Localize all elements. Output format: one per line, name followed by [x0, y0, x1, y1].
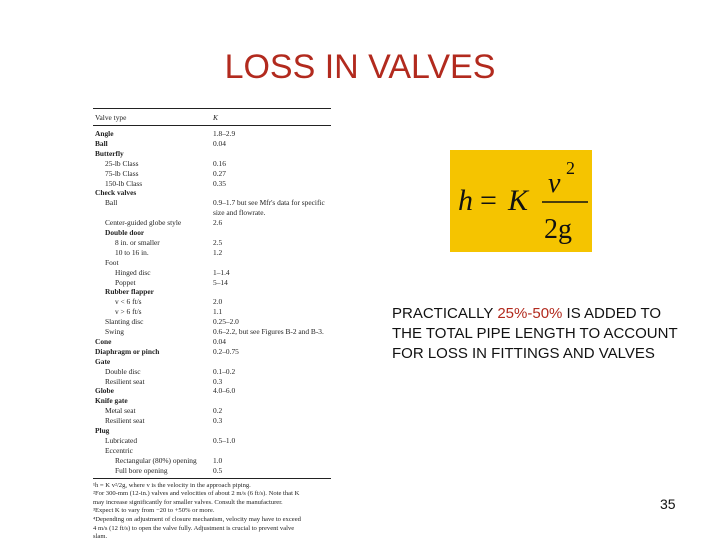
table-row	[93, 218, 335, 228]
valve-type-cell: Resilient seat	[105, 416, 145, 426]
k-value-cell: 0.35	[213, 178, 226, 188]
valve-type-cell: 10 to 16 in.	[115, 247, 149, 257]
table-header-row	[93, 113, 335, 123]
valve-type-cell: Angle	[95, 129, 114, 138]
valve-type-cell: Full bore opening	[115, 465, 168, 475]
table-row	[93, 159, 335, 169]
footnote: 4 m/s (12 ft/s) to open the valve fully. Adjustment is crucial to prevent valve	[93, 524, 295, 532]
valve-type-cell: Rubber flapper	[105, 287, 154, 297]
page-number: 35	[660, 496, 676, 512]
table-bottom-rule	[93, 478, 331, 479]
k-value-cell: 1.0	[213, 455, 223, 465]
valve-type-cell: Double door	[105, 228, 145, 237]
valve-type-cell: Ball	[105, 198, 118, 208]
k-value-cell: 2.5	[213, 237, 223, 247]
valve-type-cell: Swing	[105, 327, 124, 336]
head-loss-formula	[450, 150, 592, 252]
table-row	[93, 278, 335, 288]
table-top-rule	[93, 108, 331, 109]
k-value-cell: 2.0	[213, 297, 223, 307]
k-value-cell: 0.9–1.7 but see Mfr's data for specific	[213, 198, 325, 208]
k-value-cell: 0.16	[213, 158, 226, 168]
table-row	[93, 396, 335, 406]
valve-type-cell: Foot	[105, 257, 119, 267]
valve-type-cell: Center-guided globe style	[105, 218, 182, 228]
valve-k-table	[93, 108, 335, 540]
valve-type-cell: v < 6 ft/s	[115, 297, 142, 307]
k-value-cell: 1.8–2.9	[213, 129, 236, 138]
k-value-cell: 0.3	[213, 416, 223, 426]
valve-type-cell: Hinged disc	[115, 267, 151, 277]
table-row	[93, 198, 335, 208]
formula-k: K	[508, 184, 529, 217]
footnote: ⁴Depending on adjustment of closure mechanism, velocity may have to exceed	[93, 515, 301, 523]
k-value-cell: 0.04	[213, 336, 226, 346]
table-row	[93, 426, 335, 436]
table-row	[93, 258, 335, 268]
k-value-cell: 2.6	[213, 218, 223, 228]
header-valve-type: Valve type	[95, 113, 127, 122]
valve-type-cell: Metal seat	[105, 406, 136, 416]
k-value-cell: 0.5–1.0	[213, 435, 236, 445]
valve-type-cell: Diaphragm or pinch	[95, 346, 160, 356]
table-row	[93, 357, 335, 367]
table-row	[93, 129, 335, 139]
note-text-before: PRACTICALLY	[392, 305, 498, 322]
slide-title: LOSS IN VALVES	[224, 48, 496, 86]
footnote: ²For 300-mm (12-in.) valves and velocities of about 2 m/s (6 ft/s). Note that K	[93, 490, 300, 498]
valve-type-cell: Knife gate	[95, 396, 128, 406]
table-row	[93, 317, 335, 327]
table-row	[93, 386, 335, 396]
table-row	[93, 367, 335, 377]
table-row	[93, 228, 335, 238]
k-value-cell: 0.1–0.2	[213, 366, 236, 376]
valve-type-cell: Plug	[95, 426, 110, 435]
header-k: K	[213, 113, 218, 122]
k-value-cell: 0.2	[213, 406, 223, 416]
table-row	[93, 466, 335, 476]
footnote: slam.	[93, 533, 108, 540]
valve-type-cell: Gate	[95, 356, 111, 366]
formula-box	[450, 150, 592, 252]
note-text-after: IS ADDED TO THE TOTAL PIPE LENGTH TO ACCOUNT FOR LOSS IN FITTINGS AND VALVES	[392, 305, 678, 362]
formula-exponent: 2	[566, 158, 575, 178]
k-value-cell: 0.6–2.2, but see Figures B-2 and B-3.	[213, 327, 324, 336]
valve-type-cell: v > 6 ft/s	[115, 307, 142, 317]
footnote: may increase significantly for smaller valves. Consult the manufacturer.	[93, 498, 283, 506]
footnote: ¹h = K v²/2g, where v is the velocity in the approach piping.	[93, 481, 251, 489]
table-row	[93, 327, 335, 337]
note-highlight: 25%-50%	[497, 305, 563, 322]
table-row	[93, 287, 335, 297]
k-value-cell: 1.1	[213, 307, 223, 317]
valve-type-cell: 75-lb Class	[105, 168, 139, 178]
table-row	[93, 307, 335, 317]
formula-numerator-v: v	[548, 168, 561, 199]
formula-denominator: 2g	[544, 214, 572, 245]
valve-type-cell: 150-lb Class	[105, 178, 143, 188]
k-value-cell: 0.04	[213, 138, 226, 148]
valve-type-cell: Ball	[95, 138, 108, 148]
table-row	[93, 208, 335, 218]
k-value-cell: 0.27	[213, 168, 226, 178]
table-row	[93, 188, 335, 198]
table-row	[93, 406, 335, 416]
table-header-rule	[93, 125, 331, 126]
valve-type-cell: Globe	[95, 386, 114, 396]
valve-type-cell: Poppet	[115, 277, 136, 287]
valve-type-cell: Slanting disc	[105, 317, 144, 327]
table-row	[93, 169, 335, 179]
table-row	[93, 337, 335, 347]
k-value-cell: 0.2–0.75	[213, 346, 239, 356]
table-row	[93, 436, 335, 446]
table-row	[93, 347, 335, 357]
k-value-cell: 1–1.4	[213, 267, 230, 277]
formula-equals: =	[480, 184, 497, 217]
valve-type-cell: Double disc	[105, 366, 141, 376]
k-value-cell: 4.0–6.0	[213, 386, 236, 396]
k-value-cell: 1.2	[213, 247, 223, 257]
table-row	[93, 238, 335, 248]
table-row	[93, 416, 335, 426]
footnote: ³Expect K to vary from −20 to +50% or more.	[93, 507, 215, 515]
valve-type-cell: Cone	[95, 336, 112, 346]
valve-type-cell: Check valves	[95, 188, 137, 198]
table-row	[93, 149, 335, 159]
table-row	[93, 377, 335, 387]
k-value-cell: 0.3	[213, 376, 223, 386]
valve-type-cell: Resilient seat	[105, 376, 145, 386]
valve-type-cell: Eccentric	[105, 445, 133, 455]
table-row	[93, 248, 335, 258]
valve-type-cell: Lubricated	[105, 435, 138, 445]
table-row	[93, 446, 335, 456]
k-value-cell: 0.5	[213, 465, 223, 475]
valve-type-cell: Rectangular (80%) opening	[115, 455, 197, 465]
table-row	[93, 456, 335, 466]
valve-type-cell: 25-lb Class	[105, 158, 139, 168]
k-value-cell: 5–14	[213, 277, 228, 287]
table-row	[93, 179, 335, 189]
k-value-cell: size and flowrate.	[213, 208, 266, 218]
table-row	[93, 139, 335, 149]
valve-type-cell: Butterfly	[95, 148, 124, 158]
k-value-cell: 0.25–2.0	[213, 317, 239, 327]
valve-type-cell: 8 in. or smaller	[115, 237, 160, 247]
practical-note	[392, 304, 692, 364]
table-row	[93, 268, 335, 278]
table-row	[93, 297, 335, 307]
formula-h: h	[458, 184, 473, 217]
